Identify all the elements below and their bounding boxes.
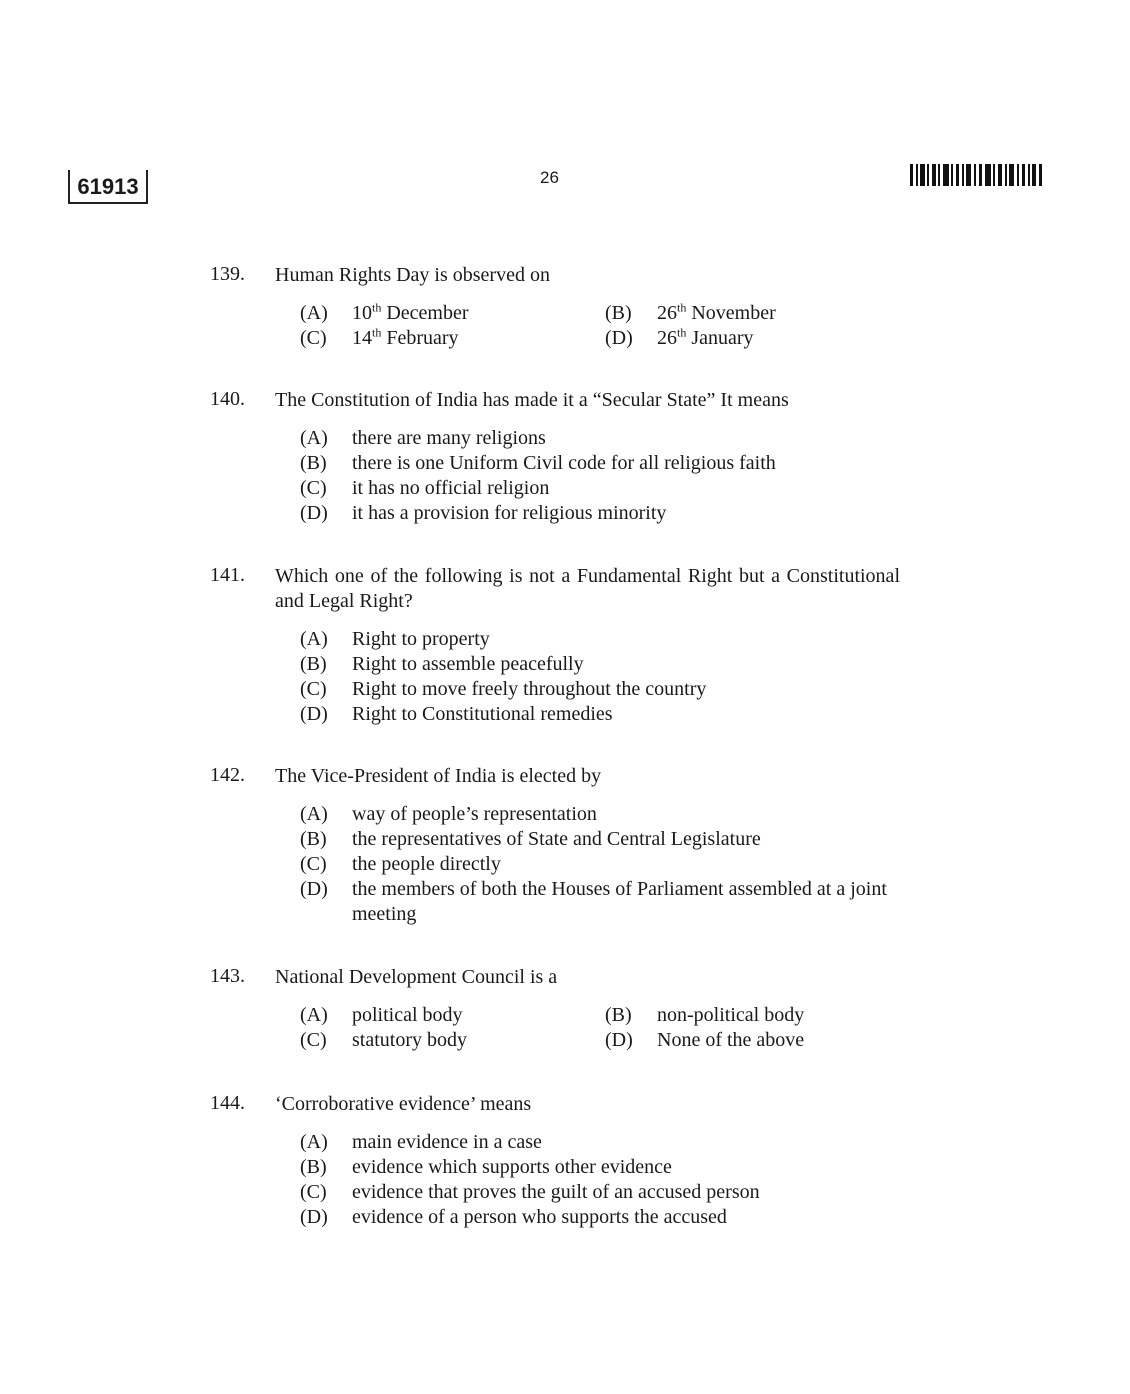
option-label: (A)	[300, 1131, 328, 1153]
option-b	[605, 301, 905, 326]
option-text: evidence that proves the guilt of an accused person	[352, 1181, 760, 1203]
question-142	[210, 764, 900, 927]
options-list	[300, 802, 900, 927]
option-text: None of the above	[657, 1029, 805, 1051]
question-number: 142.	[210, 764, 245, 786]
option-b	[605, 1003, 905, 1028]
option-text: it has no official religion	[352, 477, 550, 499]
question-text: The Constitution of India has made it a “Secular State” It means	[275, 389, 789, 411]
option-c	[300, 476, 900, 501]
question-140	[210, 388, 900, 526]
question-text: National Development Council is a	[275, 966, 558, 988]
question-139	[210, 263, 900, 351]
option-text: the members of both the Houses of Parliament assembled at a joint meeting	[352, 878, 887, 925]
option-c	[300, 1180, 900, 1205]
option-d	[605, 1028, 905, 1053]
question-144	[210, 1092, 900, 1230]
option-label: (D)	[605, 1029, 633, 1051]
question-text: The Vice-President of India is elected by	[275, 765, 602, 787]
option-label: (A)	[300, 302, 328, 324]
options-list	[300, 1130, 900, 1230]
option-c	[300, 1028, 605, 1053]
question-text: ‘Corroborative evidence’ means	[275, 1093, 532, 1115]
option-text: evidence of a person who supports the accused	[352, 1206, 727, 1228]
option-label: (B)	[605, 1004, 632, 1026]
option-text: non-political body	[657, 1004, 805, 1026]
option-label: (C)	[300, 327, 327, 349]
option-text: there is one Uniform Civil code for all religious faith	[352, 452, 776, 474]
option-a	[300, 1003, 605, 1028]
option-text: evidence which supports other evidence	[352, 1156, 672, 1178]
option-d	[300, 1205, 900, 1230]
option-label: (A)	[300, 803, 328, 825]
option-text: Right to assemble peacefully	[352, 653, 584, 675]
option-c	[300, 677, 900, 702]
option-month: November	[686, 302, 776, 324]
option-text: main evidence in a case	[352, 1131, 542, 1153]
option-text: it has a provision for religious minority	[352, 502, 667, 524]
option-month: January	[686, 327, 754, 349]
option-c	[300, 326, 605, 351]
option-c	[300, 852, 900, 877]
option-label: (B)	[300, 828, 327, 850]
option-label: (D)	[300, 502, 328, 524]
option-text: Right to Constitutional remedies	[352, 703, 613, 725]
option-label: (C)	[300, 678, 327, 700]
option-label: (A)	[300, 1004, 328, 1026]
option-a	[300, 1130, 900, 1155]
option-d	[300, 877, 900, 927]
option-text: the representatives of State and Central Legislature	[352, 828, 761, 850]
question-141	[210, 564, 900, 727]
option-label: (B)	[300, 653, 327, 675]
option-text: statutory body	[352, 1029, 467, 1051]
option-day: 10	[352, 302, 372, 324]
option-d	[300, 501, 900, 526]
option-label: (B)	[300, 452, 327, 474]
options-grid	[300, 1003, 900, 1053]
option-label: (D)	[300, 703, 328, 725]
option-d	[300, 702, 900, 727]
option-a	[300, 426, 900, 451]
option-text: way of people’s representation	[352, 803, 597, 825]
option-text: there are many religions	[352, 427, 546, 449]
option-b	[300, 1155, 900, 1180]
option-day: 26	[657, 302, 677, 324]
question-text: Human Rights Day is observed on	[275, 264, 550, 286]
option-month: February	[381, 327, 459, 349]
option-day: 26	[657, 327, 677, 349]
option-text: Right to property	[352, 628, 490, 650]
option-d	[605, 326, 905, 351]
option-label: (A)	[300, 427, 328, 449]
ordinal-suffix: th	[677, 300, 687, 315]
question-number: 143.	[210, 965, 245, 987]
question-number: 139.	[210, 263, 245, 285]
option-text: Right to move freely throughout the country	[352, 678, 707, 700]
question-number: 140.	[210, 388, 245, 410]
option-a	[300, 802, 900, 827]
options-grid	[300, 301, 900, 351]
option-label: (C)	[300, 477, 327, 499]
question-143	[210, 965, 900, 1053]
option-month: December	[381, 302, 469, 324]
barcode-icon	[910, 164, 1042, 186]
ordinal-suffix: th	[372, 325, 382, 340]
page-number: 26	[540, 168, 559, 187]
option-label: (B)	[605, 302, 632, 324]
options-list	[300, 426, 900, 526]
ordinal-suffix: th	[677, 325, 687, 340]
option-b	[300, 827, 900, 852]
option-label: (D)	[300, 1206, 328, 1228]
option-label: (C)	[300, 1181, 327, 1203]
option-text: the people directly	[352, 853, 501, 875]
options-list	[300, 627, 900, 727]
question-number: 141.	[210, 564, 245, 586]
option-b	[300, 652, 900, 677]
option-label: (C)	[300, 1029, 327, 1051]
option-label: (C)	[300, 853, 327, 875]
option-label: (D)	[300, 878, 328, 900]
option-day: 14	[352, 327, 372, 349]
ordinal-suffix: th	[372, 300, 382, 315]
option-text: political body	[352, 1004, 463, 1026]
option-label: (D)	[605, 327, 633, 349]
question-number: 144.	[210, 1092, 245, 1114]
option-label: (A)	[300, 628, 328, 650]
question-text: Which one of the following is not a Fundamental Right but a Constitutional and Legal Right?	[275, 565, 900, 612]
option-a	[300, 301, 605, 326]
paper-code: 61913	[68, 170, 148, 204]
option-a	[300, 627, 900, 652]
option-label: (B)	[300, 1156, 327, 1178]
option-b	[300, 451, 900, 476]
